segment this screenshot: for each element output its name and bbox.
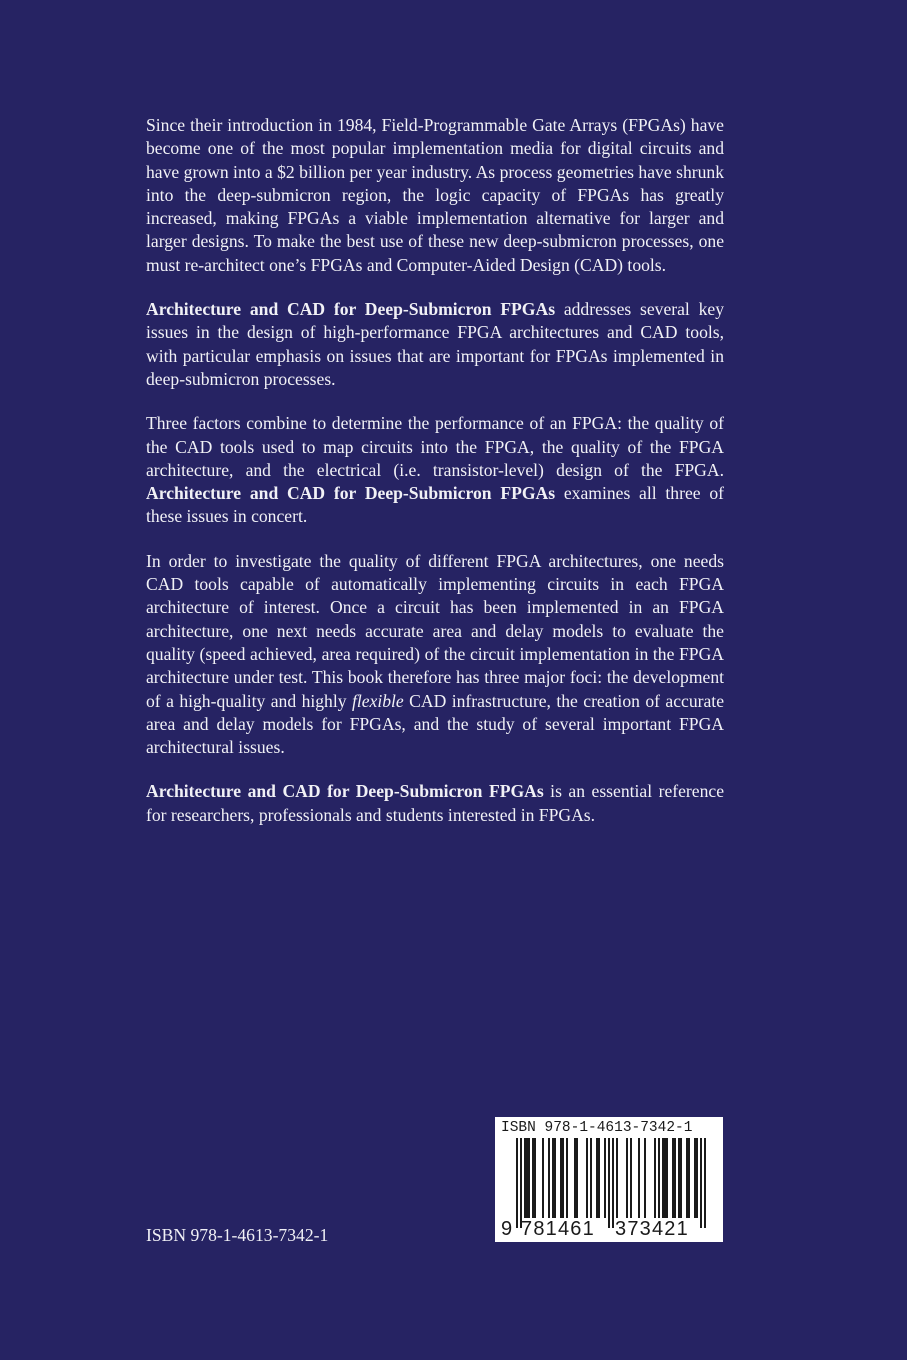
barcode-bar — [604, 1138, 606, 1218]
barcode-bar — [672, 1138, 676, 1218]
barcode-guard-bar — [700, 1138, 702, 1228]
barcode-bar — [596, 1138, 600, 1218]
barcode-right-digits: 373421 — [615, 1218, 689, 1240]
barcode-bar — [654, 1138, 656, 1218]
barcode-bar — [678, 1138, 682, 1218]
text-segment-normal: examines all three of these issues in concert. — [146, 483, 725, 527]
barcode-first-digit: 9 — [501, 1218, 513, 1240]
barcode-bar — [548, 1138, 550, 1218]
barcode-isbn-label: ISBN 978-1-4613-7342-1 — [501, 1120, 693, 1136]
paragraph-audience — [146, 780, 724, 827]
text-segment-normal: Since their introduction in 1984, Field-Programmable Gate Arrays (FPGAs) have become one of the most popular implementation media for digital circuits and have grown into a $2 billion per year industry. As process geometries have shrunk into the deep-submicron region, the logic capacity of FPGAs has greatly increased, making FPGAs a viable implementation alternative for larger and larger designs. To make the best use of these new deep-submicron processes, one must re-architect one’s FPGAs and Computer-Aided Design (CAD) tools. — [146, 115, 724, 275]
barcode-bar — [566, 1138, 568, 1218]
back-cover-blurb — [146, 114, 724, 827]
barcode-guard-bar — [608, 1138, 610, 1228]
barcode-bar — [590, 1138, 592, 1218]
text-segment-italic: flexible — [351, 690, 404, 711]
text-segment-bold: Architecture and CAD for Deep-Submicron FPGAs — [146, 483, 556, 504]
text-segment-normal: CAD infrastructure, the creation of accurate area and delay models for FPGAs, and the study of several important FPGA architectural issues. — [146, 690, 725, 758]
barcode-bar — [638, 1138, 640, 1218]
text-segment-bold: Architecture and CAD for Deep-Submicron FPGAs — [146, 299, 556, 320]
barcode-guard-bar — [520, 1138, 522, 1228]
barcode-guard-bar — [516, 1138, 518, 1228]
barcode-bar — [644, 1138, 646, 1218]
text-segment-normal: addresses several key issues in the design of high-performance FPGA architectures and CAD tools, with particular emphasis on issues that are important for FPGAs implemented in deep-submicron processes. — [146, 299, 724, 389]
barcode-bar — [694, 1138, 698, 1218]
text-segment-bold: Architecture and CAD for Deep-Submicron FPGAs — [146, 781, 544, 802]
barcode-bar — [552, 1138, 556, 1218]
barcode-bar — [662, 1138, 668, 1218]
isbn-text: ISBN 978-1-4613-7342-1 — [146, 1225, 329, 1245]
barcode-bar — [586, 1138, 588, 1218]
text-segment-normal: is an essential reference for researchers, professionals and students interested in FPGAs. — [146, 781, 725, 825]
barcode-bar — [524, 1138, 530, 1218]
barcode-guard-bar — [612, 1138, 614, 1228]
barcode-bar — [658, 1138, 660, 1218]
paragraph-intro — [146, 114, 724, 277]
barcode-bar — [542, 1138, 544, 1218]
text-segment-normal: Three factors combine to determine the performance of an FPGA: the quality of the CAD tools used to map circuits into the FPGA, the quality of the FPGA architecture, and the electrical (i.e. transistor-level) design of the FPGA. — [146, 413, 724, 480]
barcode-guard-bar — [704, 1138, 706, 1228]
barcode-bar — [574, 1138, 578, 1218]
barcode-bar — [532, 1138, 536, 1218]
paragraph-book-focus — [146, 298, 724, 391]
barcode-bar — [560, 1138, 564, 1218]
barcode-bar — [626, 1138, 628, 1218]
barcode-bar — [630, 1138, 632, 1218]
isbn-barcode — [495, 1117, 723, 1242]
barcode-bar — [686, 1138, 690, 1218]
text-segment-normal: In order to investigate the quality of different FPGA architectures, one needs CAD tools capable of automatically implementing circuits in each FPGA architecture of interest. Once a circuit has been implemented in an FPGA architecture, one next needs accurate area and delay models to evaluate the quality (speed achieved, area required) of the circuit implementation in the FPGA architecture under test. This book therefore has three major foci: the development of a high-quality and highly — [146, 550, 724, 711]
paragraph-performance-factors — [146, 412, 724, 528]
barcode-bar — [616, 1138, 618, 1218]
barcode-left-digits: 781461 — [521, 1218, 595, 1240]
paragraph-book-foci — [146, 550, 724, 760]
